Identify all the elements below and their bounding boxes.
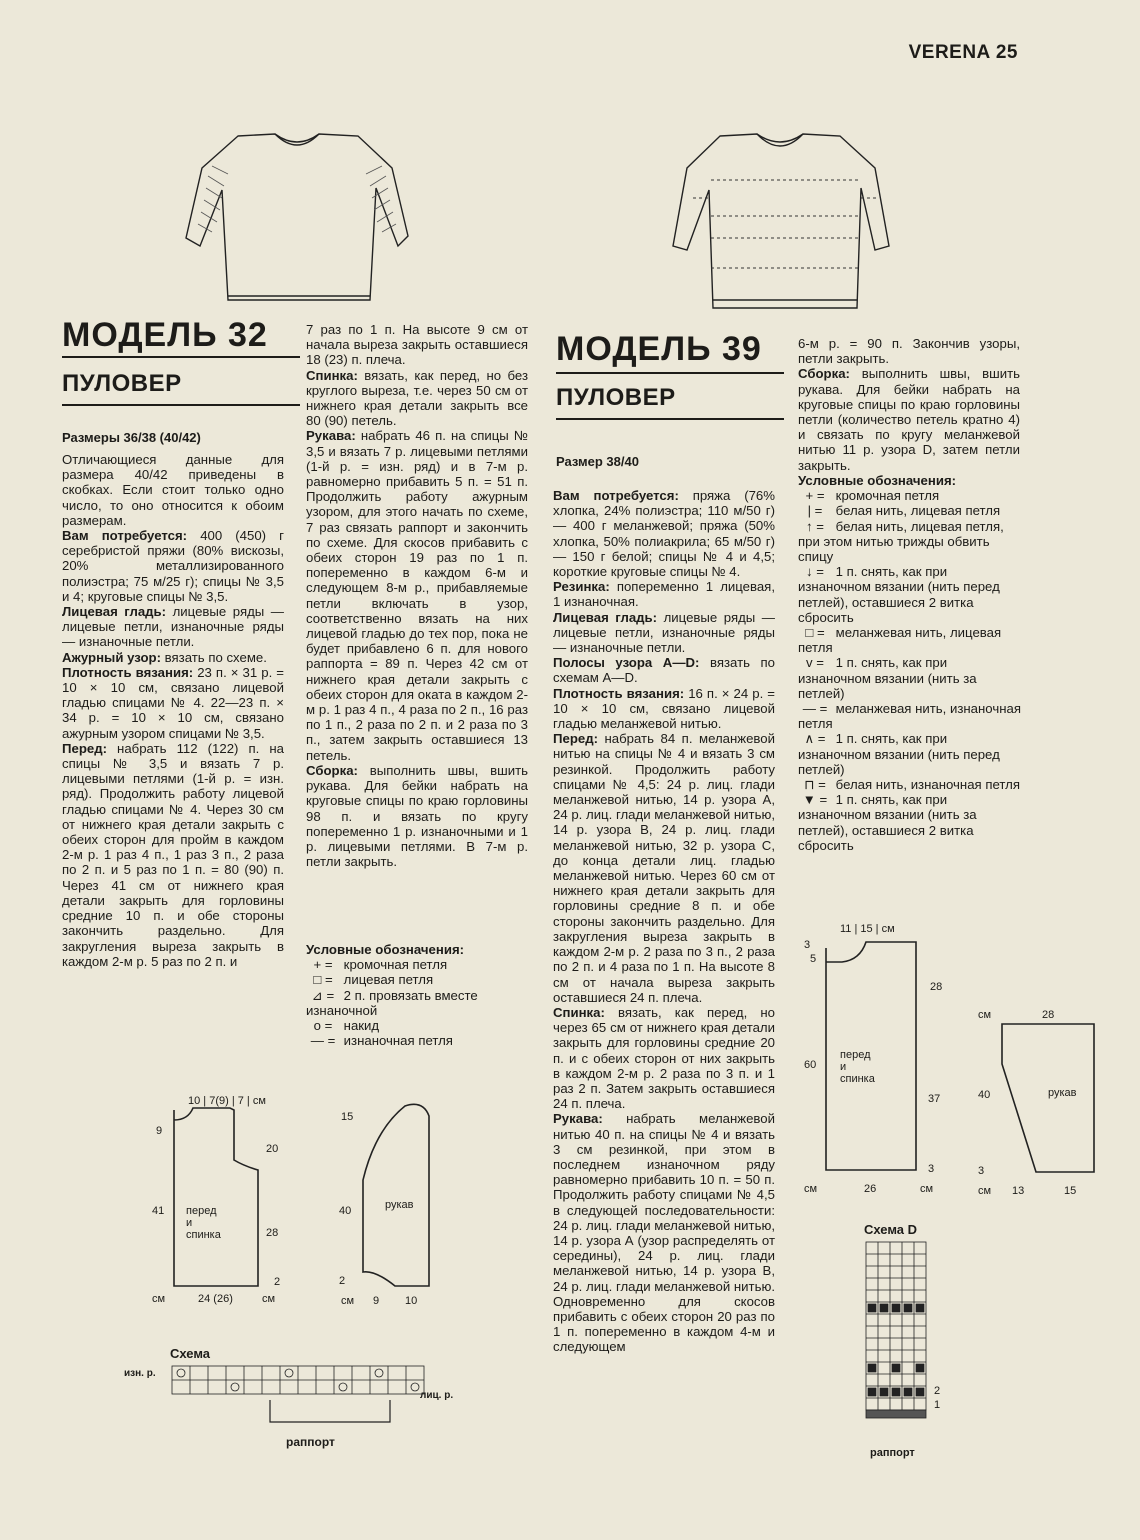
schema-label: перед (840, 1049, 871, 1061)
model-32-legend (306, 942, 530, 1048)
model-39-column-2 (798, 336, 1020, 473)
chart-symbol-cell (916, 1304, 924, 1312)
legend-title: Условные обозначения: (798, 473, 957, 488)
dim-left-3: 3 (978, 1165, 985, 1177)
subtitle-rule (62, 404, 300, 406)
chart-symbol-yarn-over (375, 1369, 383, 1377)
chart-symbol-cell (904, 1304, 912, 1312)
paragraph: Перед: набрать 84 п. меланжевой нитью на спицы № 4 и вязать 3 см резинкой. Продолжить работу спицами № 4,5: 24 р. лиц. глади меланжевой нитью, 14 р. узора А, 24 р. лиц. глади меланжевой нитью, 14 р. узора В, 24 р. лиц. глади меланжевой нитью, 32 р. узора С, до конца детали лиц. гладью меланжевой нитью. Через 60 см от нижнего края детали закрыть для горловины средние 8 п. и обе стороны закончить раздельно. Для закругления выреза закрыть в каждом 2-м р. 2 раза по 3 п., 2 раза по 2 п. и 4 раза по 1 п. На высоте 8 см от начала выреза закрыть оставшиеся 24 п. плеча. (553, 731, 775, 1005)
chart-symbol-cell (868, 1388, 876, 1396)
dim-cm: см (920, 1183, 934, 1195)
model-39-subtitle: ПУЛОВЕР (556, 384, 676, 411)
legend-item: + = кромочная петля (313, 957, 448, 973)
dim-cm: см (804, 1183, 818, 1195)
dim-right-28: 28 (930, 981, 943, 993)
model-39-body-schema (800, 918, 960, 1200)
chart-label-right: лиц. р. (420, 1390, 454, 1401)
paragraph: 7 раз по 1 п. На высоте 9 см от начала выреза закрыть оставшиеся 18 (23) п. плеча. (306, 322, 528, 368)
paragraph: Перед: набрать 112 (122) п. на спицы № 3,5 и вязать 7 р. лицевыми петлями (1-й р. = изн. ряд). Продолжить работу лицевой гладью спицами № 4. Через 30 см от нижнего края детали закрыть с обеих сторон для пройм в каждом 2-м р. 1 раз 4 п., 1 раз 3 п., 2 раза по 2 п. и 5 раз по 1 п. = 80 (90) п. Через 41 см от нижнего края детали закрыть для горловины средние 10 п. и обе стороны закончить раздельно. Для закругления выреза закрыть в каждом 2-м р. 5 раз по 2 п. и (62, 740, 284, 969)
paragraph: Спинка: вязать, как перед, но без круглого выреза, т.е. через 50 см от нижнего края детали закрыть все 80 (90) петель. (306, 367, 528, 429)
paragraph: 6-м р. = 90 п. Закончив узоры, петли закрыть. (798, 336, 1020, 367)
dim-left-60: 60 (804, 1059, 817, 1071)
dim-right-2: 2 (274, 1276, 281, 1288)
chart-symbol-cell (892, 1364, 900, 1372)
dim-left-9: 9 (156, 1125, 163, 1137)
chart-title: Схема (170, 1346, 211, 1361)
title-rule (556, 372, 784, 374)
model-39-chart-d (858, 1218, 958, 1468)
model-32-column-2 (306, 322, 528, 869)
dim-top: 28 (1042, 1009, 1055, 1021)
legend-item: ⊓ = белая нить, изнаночная петля (804, 777, 1020, 793)
legend-item: o = накид (313, 1018, 380, 1034)
dim-right-20: 20 (266, 1143, 279, 1155)
model-32-stitch-chart (120, 1342, 500, 1462)
legend-item: ▼ = 1 п. снять, как при изнаночном вязании (нить за петлей), оставшиеся 2 витка сбросить (798, 792, 977, 853)
chart-row-1: 1 (934, 1399, 941, 1411)
legend-item: □ = меланжевая нить, лицевая петля (798, 625, 1002, 656)
schema-label: и (186, 1217, 193, 1229)
chart-symbol-yarn-over (231, 1383, 239, 1391)
legend-item: ∧ = 1 п. снять, как при изнаночном вязании (нить перед петлей) (798, 731, 1000, 777)
paragraph: Вам потребуется: 400 (450) г серебристой пряжи (80% вискозы, 20% металлизированного полиэстра; 75 м/25 г); спицы № 3,5 и 4; круговые спицы № 3,5. (62, 528, 284, 604)
chart-symbol-cell (880, 1388, 888, 1396)
paragraph: Спинка: вязать, как перед, но через 65 см от нижнего края детали закрыть для горловины средние 20 п. и с обеих сторон от них закрыть в каждом 2-м р. 2 раза по 3 п. и 1 раз 2 п. Затем закрыть оставшиеся 24 п. плеча. (553, 1004, 775, 1112)
title-rule (62, 356, 300, 358)
paragraph: Ажурный узор: вязать по схеме. (62, 649, 267, 665)
dim-right-3: 3 (928, 1163, 935, 1175)
chart-symbol-cell (916, 1388, 924, 1396)
paragraph: Лицевая гладь: лицевые ряды — лицевые петли, изнаночные ряды — изнаночные петли. (553, 609, 775, 656)
model-39-sizes: Размер 38/40 (556, 454, 639, 469)
pullover-32-illustration (180, 128, 415, 308)
legend-item: ↓ = 1 п. снять, как при изнаночном вязании (нить перед петлей), оставшиеся 2 витка сбросить (798, 564, 1000, 625)
model-39-title: МОДЕЛЬ 39 (556, 330, 762, 368)
paragraph: Плотность вязания: 23 п. × 31 р. = 10 × 10 см, связано лицевой гладью спицами № 4. 22—23 п. × 34 р. = 10 × 10 см, связано ажурным узором спицами № 3,5. (62, 664, 284, 741)
schema-label: перед (186, 1205, 217, 1217)
chart-symbol-cell (916, 1364, 924, 1372)
chart-symbol-cell (868, 1364, 876, 1372)
dim-bottom: 24 (26) (198, 1293, 233, 1305)
chart-symbol-yarn-over (411, 1383, 419, 1391)
dim-left-3: 3 (804, 939, 811, 951)
model-32-title: МОДЕЛЬ 32 (62, 316, 268, 354)
paragraph: Отличающиеся данные для размера 40/42 приведены в скобках. Если стоит только одно число, то оно относится к обоим размерам. (62, 452, 284, 528)
dim-left-5: 5 (810, 953, 817, 965)
paragraph: Плотность вязания: 16 п. × 24 р. = 10 × 10 см, связано лицевой гладью меланжевой нитью. (553, 685, 775, 732)
dim-bottom-1: 9 (373, 1295, 380, 1307)
schema-label: и (840, 1061, 847, 1073)
model-39-column-1 (553, 488, 775, 1355)
chart-rapport-label: раппорт (870, 1447, 915, 1459)
legend-item: ⊿ = 2 п. провязать вместе изнаночной (306, 987, 478, 1018)
chart-symbol-yarn-over (285, 1369, 293, 1377)
dim-cm: см (978, 1185, 992, 1197)
page-number: 25 (995, 42, 1018, 63)
dim-bottom-2: 10 (405, 1295, 418, 1307)
model-32-body-schema (148, 1090, 298, 1310)
paragraph: Резинка: попеременно 1 лицевая, 1 изнаночная. (553, 579, 775, 610)
legend-title: Условные обозначения: (306, 942, 465, 957)
dim-right-28: 28 (266, 1227, 279, 1239)
model-39-legend (798, 473, 1022, 853)
chart-symbol-yarn-over (339, 1383, 347, 1391)
chart-symbol-cell (892, 1304, 900, 1312)
dim-cm: см (152, 1293, 166, 1305)
dim-cm: см (262, 1293, 276, 1305)
chart-rapport-label: раппорт (286, 1435, 335, 1449)
legend-item: — = меланжевая нить, изнаночная петля (798, 701, 1021, 732)
dim-left-40: 40 (339, 1205, 352, 1217)
dim-top: 10 | 7(9) | 7 | см (188, 1095, 266, 1107)
legend-item: ↑ = белая нить, лицевая петля, при этом нитью трижды обвить спицу (798, 518, 1004, 565)
chart-rapport-bar (866, 1410, 926, 1418)
paragraph: Полосы узора А—D: вязать по схемам А—D. (553, 655, 775, 686)
legend-item: v = 1 п. снять, как при изнаночном вязании (нить за петлей) (798, 655, 977, 701)
dim-right-37: 37 (928, 1093, 941, 1105)
schema-label: рукав (385, 1199, 414, 1211)
dim-left-2: 2 (339, 1275, 346, 1287)
paragraph: Лицевая гладь: лицевые ряды — лицевые петли, изнаночные ряды — изнаночные петли. (62, 604, 284, 650)
legend-item: | = белая нить, лицевая петля (807, 503, 1001, 519)
dim-cm: см (341, 1295, 355, 1307)
dim-cm: см (978, 1009, 992, 1021)
schema-label: спинка (840, 1073, 875, 1085)
dim-bottom-2: 15 (1064, 1185, 1077, 1197)
model-32-subtitle: ПУЛОВЕР (62, 370, 182, 397)
pullover-39-illustration (665, 128, 895, 318)
chart-symbol-yarn-over (177, 1369, 185, 1377)
dim-left-41: 41 (152, 1205, 165, 1217)
paragraph: Рукава: набрать 46 п. на спицы № 3,5 и вязать 7 р. лицевыми петлями (1-й р. = изн. ряд) и в 7-м р. равномерно прибавить 5 п. = 51 п. Продолжить работу ажурным узором, для этого начать по схеме, 7 раз связать раппорт и закончить по схеме. Для скосов прибавить с обеих сторон 19 раз по 1 п. попеременно в каждом 6-м и следующем 8-м р., прибавляемые петли включать в узор, соответственно вязать на них лицевой гладью до тех пор, пока не будет прибавлено 6 п. для нового раппорта = 89 п. Через 42 см от нижнего края детали закрыть с обеих сторон для оката в каждом 2-м р. 1 раз 4 п., 4 раза по 2 п., 16 раз по 1 п., 2 раза по 2 п. и 2 раза по 3 п., затем закрыть оставшиеся 13 петель. (306, 428, 528, 763)
chart-label-left: изн. р. (124, 1368, 156, 1379)
paragraph: Сборка: выполнить швы, вшить рукава. Для бейки набрать на круговые спицы по краю горловины 98 п. и вязать по кругу попеременно 1 р. изнаночными и 1 р. лицевыми петлями. В 7-м р. петли закрыть. (306, 762, 529, 870)
schema-label: рукав (1048, 1087, 1077, 1099)
chart-symbol-cell (904, 1388, 912, 1396)
legend-item: □ = лицевая петля (313, 972, 434, 988)
dim-left-40: 40 (978, 1089, 991, 1101)
magazine-name: VERENA (908, 42, 991, 63)
paragraph: Вам потребуется: пряжа (76% хлопка, 24% полиэстра; 110 м/50 г) — 400 г меланжевой; пряжа (50% хлопка, 50% полиакрила; 65 м/50 г) — 150 г белой; спицы № 4 и 4,5; короткие круговые спицы № 4. (553, 488, 775, 580)
legend-item: — = изнаночная петля (310, 1033, 453, 1049)
legend-item: + = кромочная петля (805, 488, 940, 504)
page-header (909, 42, 1018, 64)
chart-symbol-cell (880, 1304, 888, 1312)
model-32-sizes: Размеры 36/38 (40/42) (62, 430, 201, 445)
model-39-sleeve-schema (972, 1004, 1112, 1204)
chart-symbol-cell (868, 1304, 876, 1312)
dim-bottom: 26 (864, 1183, 877, 1195)
subtitle-rule (556, 418, 784, 420)
chart-symbol-cell (892, 1388, 900, 1396)
dim-bottom-1: 13 (1012, 1185, 1025, 1197)
model-32-column-1 (62, 452, 284, 969)
dim-top: 11 | 15 | см (840, 923, 895, 935)
dim-top: 15 (341, 1111, 354, 1123)
paragraph: Сборка: выполнить швы, вшить рукава. Для бейки набрать на круговые спицы по краю горловины петли (количество петель кратно 4) и связать по кругу меланжевой нитью 11 р. узора D, затем петли закрыть. (798, 366, 1021, 473)
paragraph: Рукава: набрать меланжевой нитью 40 п. на спицы № 4 и вязать 3 см резинкой, при этом в последнем изнаночном ряду равномерно прибавить 10 п. = 50 п. Продолжить работу спицами № 4,5 в следующей последовательности: 24 р. лиц. глади меланжевой нитью, 14 р. узора А (узор распределять от середины), 24 р. лиц. глади меланжевой нитью, 14 р. узора В, 24 р. лиц. глади меланжевой нитью. Одновременно для скосов прибавить с обеих сторон 20 раз по 1 п. попеременно в каждом 4-м и следующем (553, 1111, 775, 1355)
model-32-sleeve-schema (335, 1090, 445, 1310)
chart-row-2: 2 (934, 1385, 941, 1397)
schema-label: спинка (186, 1229, 221, 1241)
chart-title: Схема D (864, 1222, 918, 1237)
